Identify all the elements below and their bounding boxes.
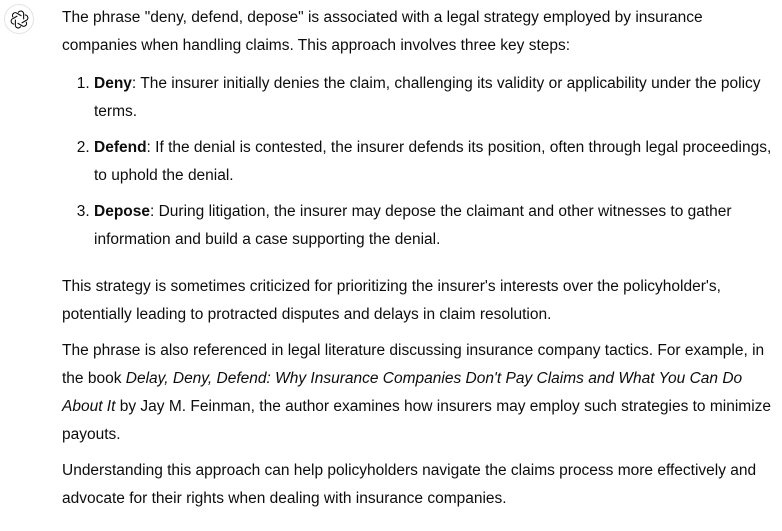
step-text: : If the denial is contested, the insurer defends its position, often through legal proceedings, to uphold the denial. [94, 139, 772, 184]
literature-text-before: The phrase is also referenced in legal literature discussing insurance company tactics. For example, in the book [62, 342, 765, 387]
assistant-avatar [4, 4, 34, 34]
criticism-paragraph: This strategy is sometimes criticized for prioritizing the insurer's interests over the policyholder's, potentially leading to protracted disputes and delays in claim resolution. [62, 278, 721, 323]
step-term: Defend [94, 139, 147, 156]
step-term: Deny [94, 75, 132, 92]
list-item [94, 134, 774, 190]
list-item [94, 198, 774, 254]
literature-text-after: by Jay M. Feinman, the author examines how insurers may employ such strategies to minimize payouts. [62, 398, 772, 443]
literature-paragraph [62, 337, 774, 449]
steps-list [62, 70, 774, 254]
intro-paragraph: The phrase "deny, defend, depose" is associated with a legal strategy employed by insurance companies when handling claims. This approach involves three key steps: [62, 9, 703, 54]
step-term: Depose [94, 203, 150, 220]
book-title: Delay, Deny, Defend: Why Insurance Companies Don't Pay Claims and What You Can Do About It [62, 370, 743, 415]
openai-logo-icon [10, 10, 29, 29]
step-text: : During litigation, the insurer may depose the claimant and other witnesses to gather information and build a case supporting the denial. [94, 203, 732, 248]
conclusion-paragraph: Understanding this approach can help policyholders navigate the claims process more effectively and advocate for their rights when dealing with insurance companies. [62, 462, 757, 507]
step-text: : The insurer initially denies the claim, challenging its validity or applicability under the policy terms. [94, 75, 761, 120]
assistant-message [62, 4, 774, 521]
list-item [94, 70, 774, 126]
